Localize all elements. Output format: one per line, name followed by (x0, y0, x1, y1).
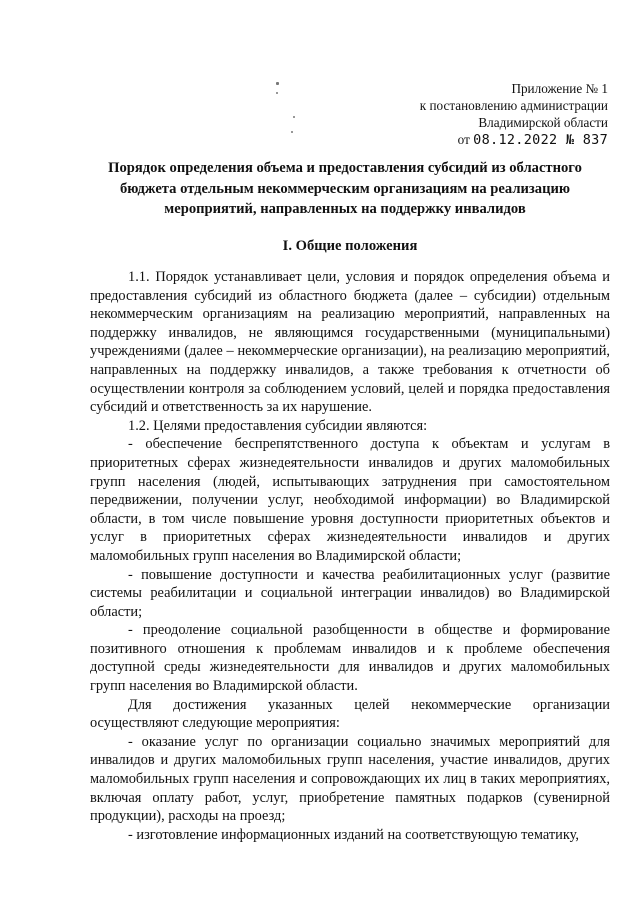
document-title: Порядок определения объема и предоставления субсидий из областного бюджета отдельным некоммерческим организациям на реализацию мероприятий, направленных на поддержку инвалидов (108, 160, 582, 217)
scan-speck (276, 82, 279, 85)
paragraph: - оказание услуг по организации социально значимых мероприятий для инвалидов и других маломобильных групп населения, участие инвалидов, других маломобильных групп населения и сопровождающих их лиц в таких мероприятиях, включая оплату работ, услуг, приобретение памятных подарков (сувенирной продукции), расходы на проезд; (90, 733, 610, 825)
paragraph: 1.1. Порядок устанавливает цели, условия и порядок определения объема и предоставления субсидий из областного бюджета (далее – субсидии) отдельным некоммерческим организациям на реализацию мероприятий, направленных на поддержку инвалидов, не являющимся государственными (муниципальными) учреждениями (далее – некоммерческие организации), на реализацию мероприятий, направленных на поддержку инвалидов, а также требования к отчетности об осуществлении контроля за соблюдением условий, целей и порядка предоставления субсидий и ответственность за их нарушение. (90, 269, 610, 416)
paragraph: - повышение доступности и качества реабилитационных услуг (развитие системы реабилитации и социальной интеграции инвалидов) во Владимирской области; (90, 566, 610, 620)
paragraph: - преодоление социальной разобщенности в обществе и формирование позитивного отношения к проблемам инвалидов и к проблеме обеспечения доступной среды жизнедеятельности для инвалидов и других маломобильных групп населения во Владимирской области. (90, 622, 610, 695)
paragraph: Для достижения указанных целей некоммерческие организации осуществляют следующие мероприятия: (90, 696, 610, 732)
document-body (90, 268, 610, 844)
appendix-number: Приложение № 1 (511, 81, 608, 96)
scan-speck (276, 92, 278, 94)
appendix-region: Владимирской области (478, 115, 608, 130)
appendix-header (420, 80, 608, 149)
appendix-date-line (420, 131, 608, 149)
section-heading: I. Общие положения (282, 238, 418, 254)
date-stamp: 08.12.2022 № 837 (473, 132, 608, 148)
paragraph: 1.2. Целями предоставления субсидии являются: (128, 417, 428, 434)
scan-speck (293, 116, 295, 118)
paragraph: - обеспечение беспрепятственного доступа к объектам и услугам в приоритетных сферах жизнедеятельности инвалидов и других маломобильных групп населения (людей, испытывающих затруднения при самостоятельном передвижении, получении услуг, необходимой информации) во Владимирской области, в том числе повышение уровня доступности приоритетных объектов и услуг в приоритетных сферах жизнедеятельности инвалидов и других маломобильных групп населения во Владимирской области; (90, 436, 610, 564)
appendix-reference: к постановлению администрации (419, 98, 608, 113)
date-prefix: от (457, 132, 470, 147)
paragraph: - изготовление информационных изданий на соответствующую тематику, (128, 826, 579, 843)
scan-speck (291, 131, 293, 133)
